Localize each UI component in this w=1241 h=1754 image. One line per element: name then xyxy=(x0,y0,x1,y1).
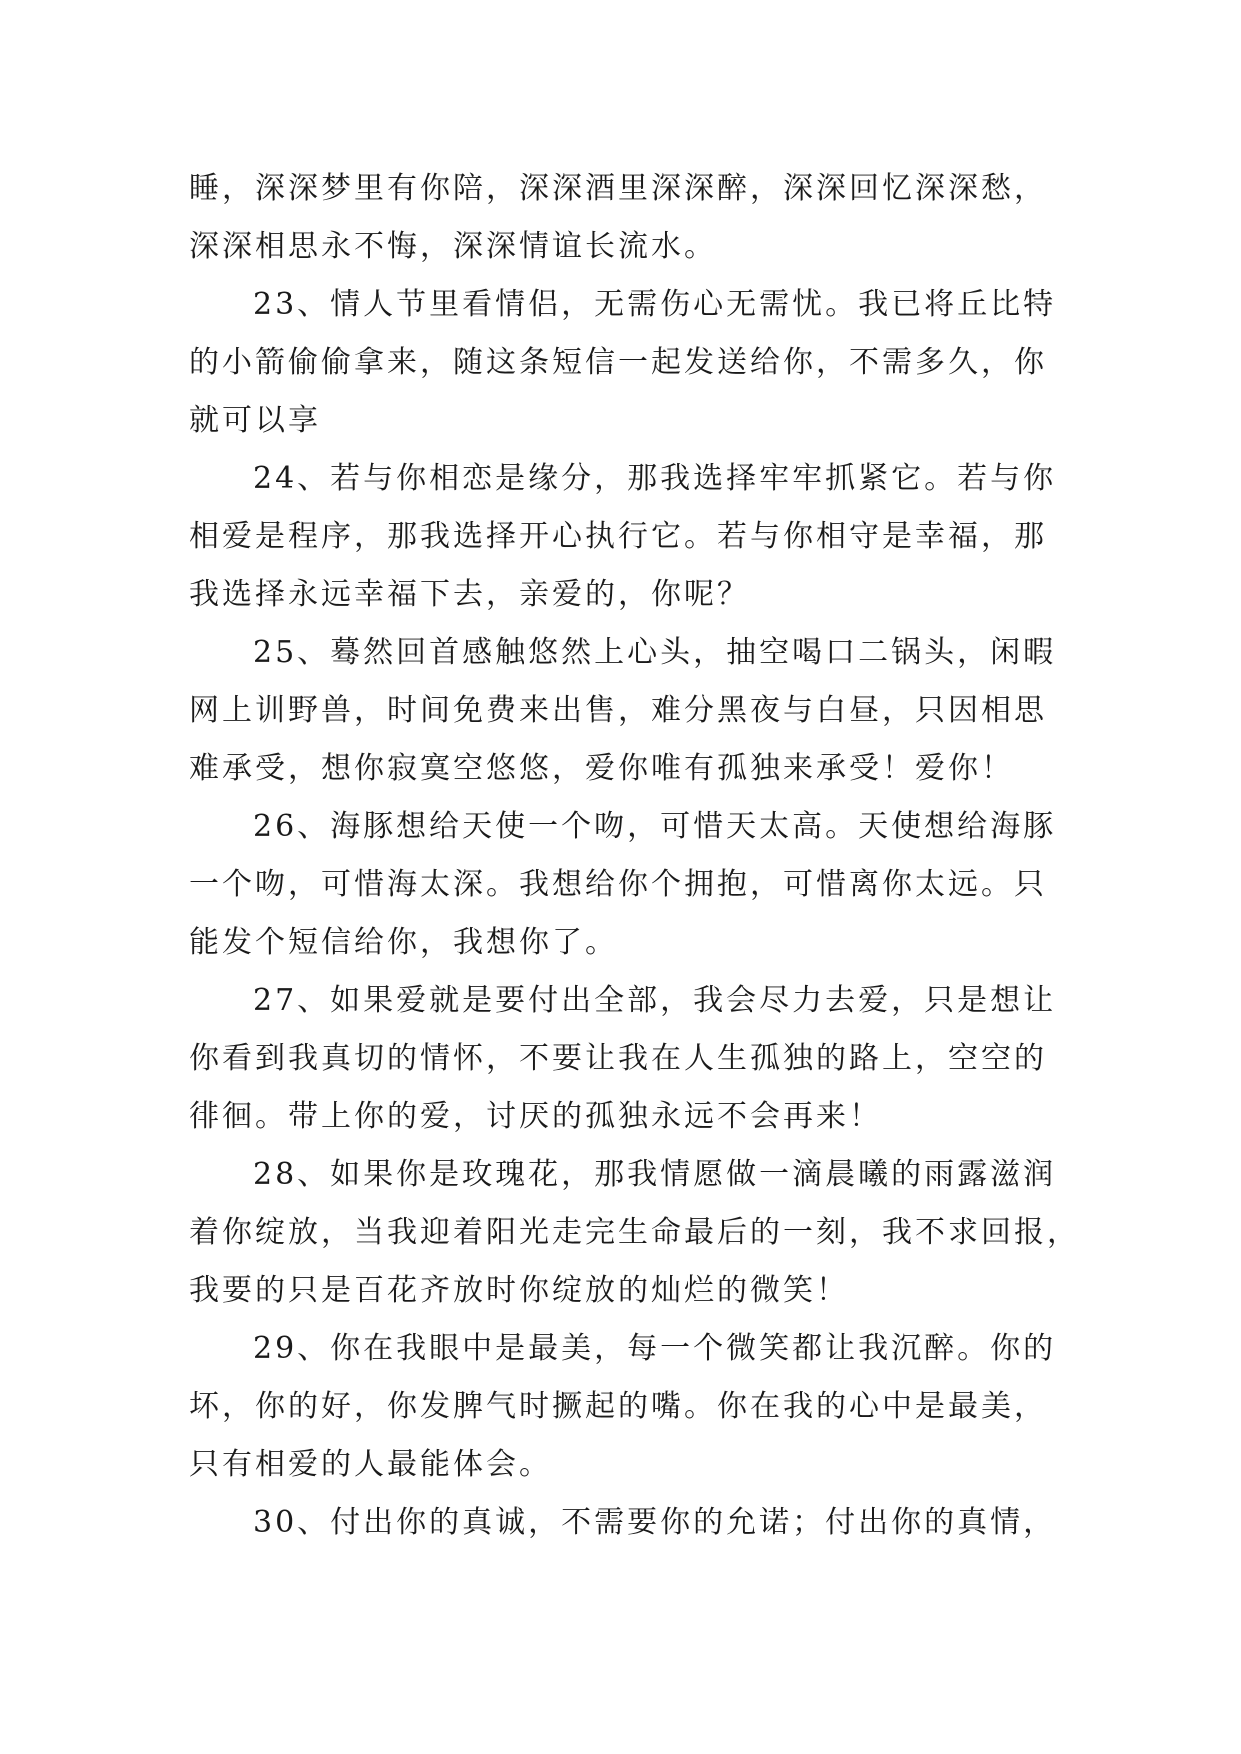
paragraph-24 xyxy=(189,450,1069,624)
text-line: 27、如果爱就是要付出全部，我会尽力去爱，只是想让 xyxy=(253,983,1057,1018)
text-line: 26、海豚想给天使一个吻，可惜天太高。天使想给海豚 xyxy=(253,809,1057,844)
paragraph-26 xyxy=(189,798,1069,972)
text-line: 就可以享 xyxy=(189,403,321,438)
text-line: 29、你在我眼中是最美，每一个微笑都让我沉醉。你的 xyxy=(253,1331,1057,1366)
paragraph-27 xyxy=(189,972,1069,1146)
text-line: 30、付出你的真诚，不需要你的允诺；付出你的真情， xyxy=(253,1505,1057,1540)
text-line: 只有相爱的人最能体会。 xyxy=(189,1447,552,1482)
paragraph-30 xyxy=(189,1494,1069,1552)
text-line: 睡，深深梦里有你陪，深深酒里深深醉，深深回忆深深愁， xyxy=(189,171,1047,206)
text-line: 能发个短信给你，我想你了。 xyxy=(189,925,618,960)
text-line: 你看到我真切的情怀，不要让我在人生孤独的路上，空空的 xyxy=(189,1041,1047,1076)
text-line: 一个吻，可惜海太深。我想给你个拥抱，可惜离你太远。只 xyxy=(189,867,1047,902)
text-line: 的小箭偷偷拿来，随这条短信一起发送给你，不需多久，你 xyxy=(189,345,1047,380)
paragraph-28 xyxy=(189,1146,1080,1320)
text-line: 我要的只是百花齐放时你绽放的灿烂的微笑！ xyxy=(189,1273,849,1308)
text-line: 我选择永远幸福下去，亲爱的，你呢？ xyxy=(189,577,750,612)
paragraph-23 xyxy=(189,276,1069,450)
text-line: 徘徊。带上你的爱，讨厌的孤独永远不会再来！ xyxy=(189,1099,882,1134)
text-line: 深深相思永不悔，深深情谊长流水。 xyxy=(189,229,717,264)
text-line: 网上训野兽，时间免费来出售，难分黑夜与白昼，只因相思 xyxy=(189,693,1047,728)
text-line: 23、情人节里看情侣，无需伤心无需忧。我已将丘比特 xyxy=(253,287,1057,322)
text-line: 坏，你的好，你发脾气时撅起的嘴。你在我的心中是最美， xyxy=(189,1389,1047,1424)
text-line: 25、蓦然回首感触悠然上心头，抽空喝口二锅头，闲暇 xyxy=(253,635,1057,670)
paragraph-continued xyxy=(189,160,1069,276)
text-line: 28、如果你是玫瑰花，那我情愿做一滴晨曦的雨露滋润 xyxy=(253,1157,1057,1192)
text-line: 24、若与你相恋是缘分，那我选择牢牢抓紧它。若与你 xyxy=(253,461,1057,496)
document-body xyxy=(189,160,1080,1552)
text-line: 难承受，想你寂寞空悠悠，爱你唯有孤独来承受！爱你！ xyxy=(189,751,1014,786)
paragraph-25 xyxy=(189,624,1069,798)
paragraph-29 xyxy=(189,1320,1069,1494)
text-line: 着你绽放，当我迎着阳光走完生命最后的一刻，我不求回报， xyxy=(189,1215,1080,1250)
text-line: 相爱是程序，那我选择开心执行它。若与你相守是幸福，那 xyxy=(189,519,1047,554)
